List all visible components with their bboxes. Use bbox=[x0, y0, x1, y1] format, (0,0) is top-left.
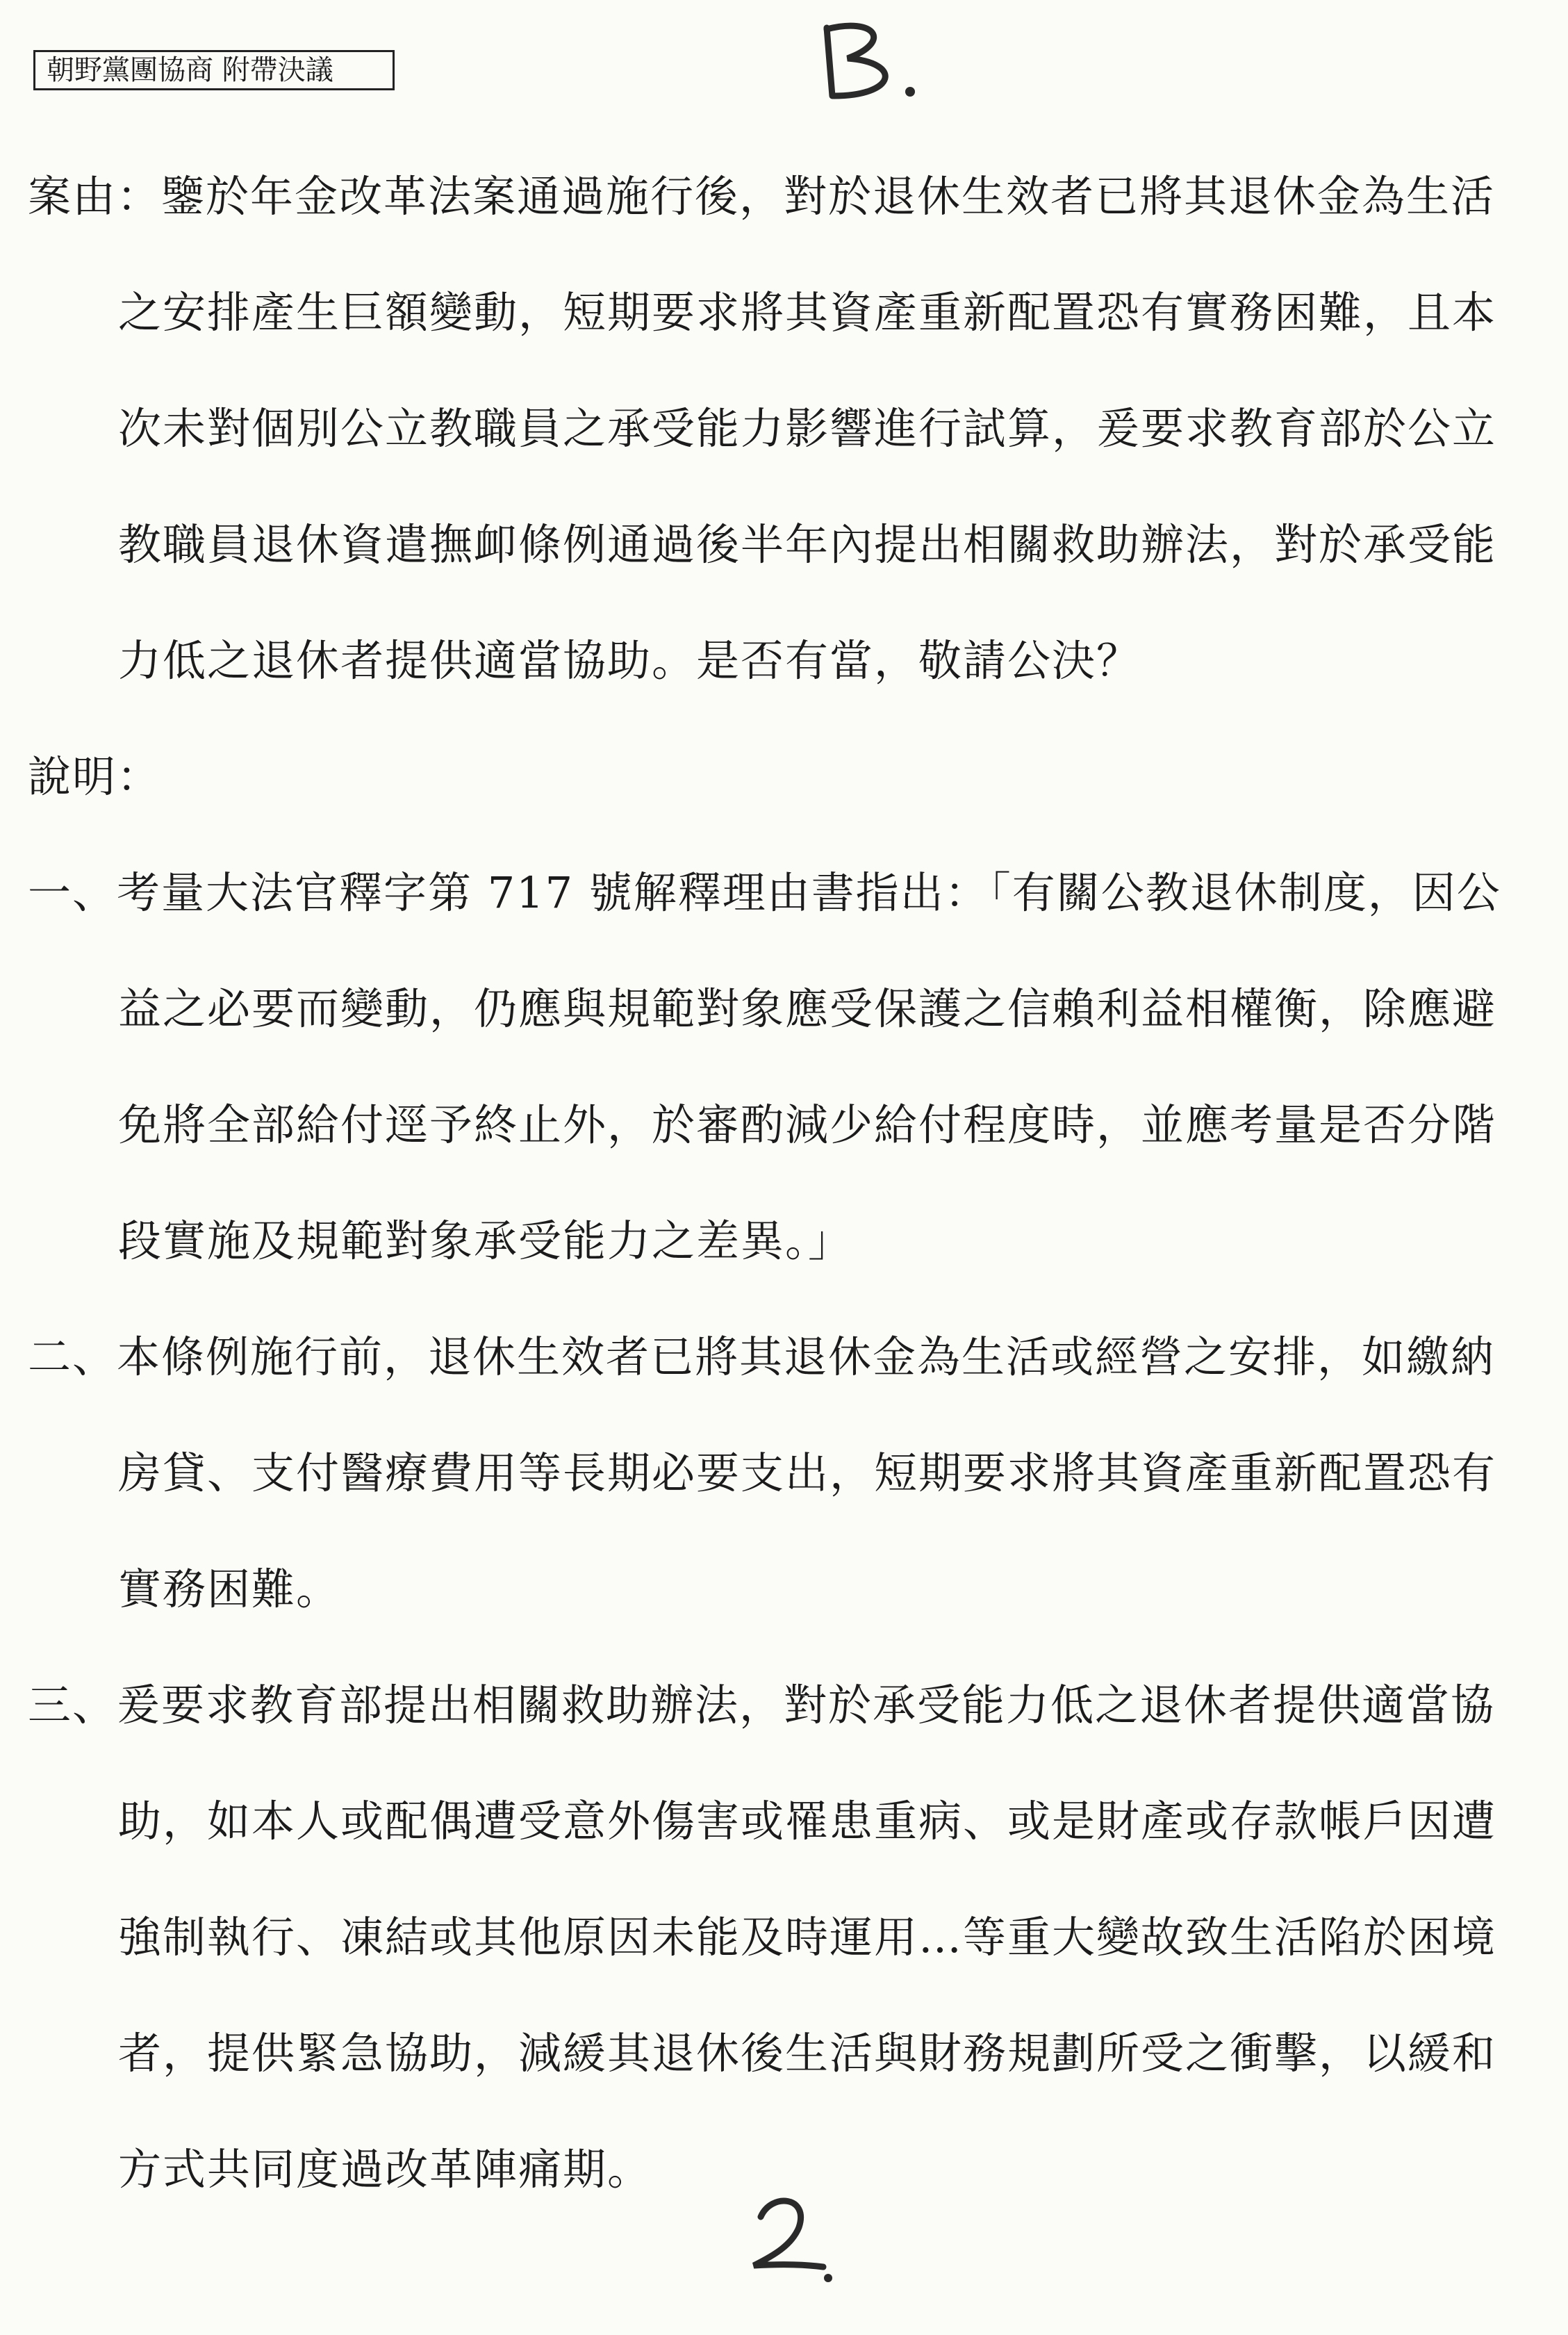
body-line: 實務困難。 bbox=[118, 1564, 341, 1614]
handwritten-b-mark bbox=[799, 14, 931, 111]
body-line: 教職員退休資遣撫卹條例通過後半年內提出相關救助辦法，對於承受能 bbox=[118, 519, 1497, 570]
body-line: 次未對個別公立教職員之承受能力影響進行試算，爰要求教育部於公立 bbox=[118, 403, 1497, 454]
body-line: 一、考量大法官釋字第 717 號解釋理由書指出：「有關公教退休制度，因公 bbox=[28, 867, 1501, 918]
body-line: 免將全部給付逕予終止外，於審酌減少給付程度時，並應考量是否分階 bbox=[118, 1099, 1497, 1150]
body-line: 案由：鑒於年金改革法案通過施行後，對於退休生效者已將其退休金為生活 bbox=[28, 171, 1496, 222]
body-line: 二、本條例施行前，退休生效者已將其退休金為生活或經營之安排，如繳納 bbox=[28, 1332, 1496, 1382]
body-line: 房貸、支付醫療費用等長期必要支出，短期要求將其資產重新配置恐有 bbox=[118, 1448, 1497, 1498]
body-line: 強制執行、凍結或其他原因未能及時運用…等重大變故致生活陷於困境 bbox=[118, 1912, 1497, 1963]
body-line: 段實施及規範對象承受能力之差異。」 bbox=[118, 1215, 853, 1266]
body-line: 方式共同度過改革陣痛期。 bbox=[118, 2144, 652, 2195]
body-line: 助，如本人或配偶遭受意外傷害或罹患重病、或是財產或存款帳戶因遭 bbox=[118, 1796, 1497, 1846]
handwritten-page-number bbox=[743, 2189, 848, 2286]
stamp-label: 朝野黨團協商 附帶決議 bbox=[33, 50, 395, 90]
section-heading: 說明： bbox=[28, 751, 162, 802]
body-line: 三、爰要求教育部提出相關救助辦法，對於承受能力低之退休者提供適當協 bbox=[28, 1680, 1496, 1730]
body-line: 之安排產生巨額變動，短期要求將其資產重新配置恐有實務困難，且本 bbox=[118, 287, 1497, 338]
body-line: 者，提供緊急協助，減緩其退休後生活與財務規劃所受之衝擊，以緩和 bbox=[118, 2028, 1497, 2079]
body-line: 益之必要而變動，仍應與規範對象應受保護之信賴利益相權衡，除應避 bbox=[118, 983, 1497, 1034]
body-line: 力低之退休者提供適當協助。是否有當，敬請公決？ bbox=[118, 635, 1141, 686]
